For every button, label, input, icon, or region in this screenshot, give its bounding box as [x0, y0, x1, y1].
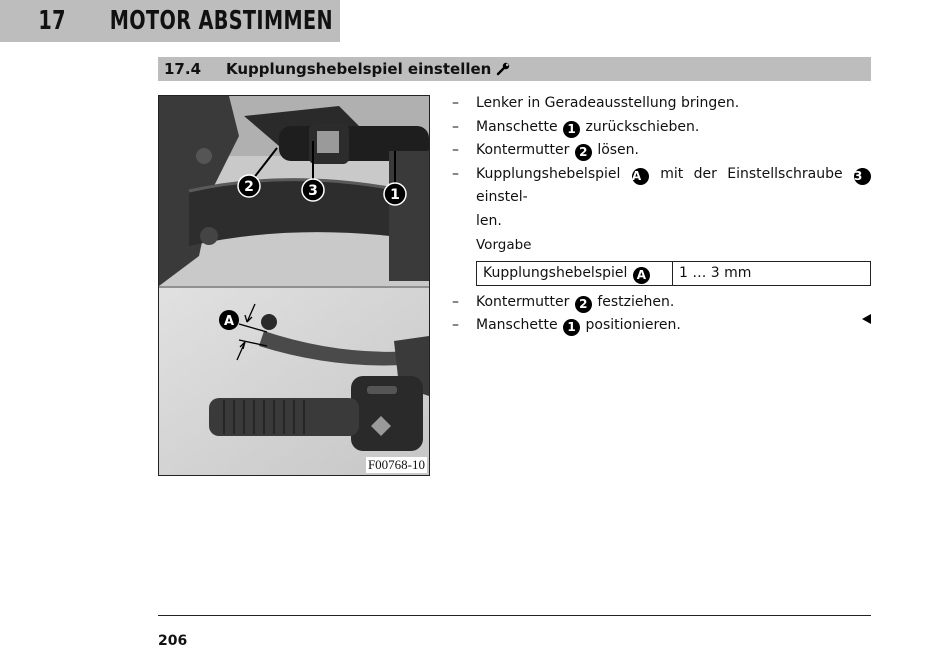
- badge-1: 1: [563, 121, 580, 138]
- badge-A: A: [633, 267, 650, 284]
- spec-table: [476, 261, 871, 286]
- section-title: Kupplungshebelspiel einstellen: [226, 60, 492, 78]
- step-2: – Manschette 1 zurückschieben.: [452, 118, 700, 136]
- spec-label-cell: Kupplungshebelspiel A: [477, 261, 673, 285]
- footer-divider: [158, 615, 871, 616]
- spec-row: [477, 261, 871, 285]
- badge-1: 1: [563, 319, 580, 336]
- page-number: 206: [158, 633, 188, 649]
- badge-2: 2: [575, 296, 592, 313]
- section-header: [158, 57, 871, 81]
- badge-2: 2: [575, 144, 592, 161]
- chapter-header: [0, 0, 340, 42]
- callout-A: A: [223, 314, 235, 329]
- step-5: – Kontermutter 2 festziehen.: [452, 293, 675, 311]
- badge-A: A: [632, 168, 649, 185]
- figure-clutch-lever: [158, 95, 430, 476]
- instruction-list: [452, 92, 872, 338]
- section-end-marker-icon: [862, 314, 871, 324]
- step-3: – Kontermutter 2 lösen.: [452, 142, 639, 159]
- figure-code: F00768-10: [367, 457, 425, 472]
- chapter-title: MOTOR ABSTIMMEN: [109, 6, 334, 36]
- step-1: – Lenker in Geradeausstellung bringen.: [452, 95, 740, 111]
- badge-3: 3: [854, 168, 871, 185]
- section-number: 17.4: [164, 60, 202, 78]
- callout-1: 1: [390, 187, 400, 203]
- callout-2: 2: [244, 179, 254, 195]
- spec-value: 1 … 3 mm: [673, 261, 871, 285]
- figure-illustration: [159, 96, 429, 475]
- spec-heading: Vorgabe: [476, 237, 532, 253]
- callout-3: 3: [308, 183, 318, 199]
- step-4: – Kupplungshebelspiel A mit der Einstellschraube 3 einstel- len.: [452, 163, 872, 234]
- chapter-number: 17: [38, 6, 66, 36]
- wrench-icon: [496, 62, 510, 76]
- step-6: – Manschette 1 positionieren.: [452, 317, 681, 334]
